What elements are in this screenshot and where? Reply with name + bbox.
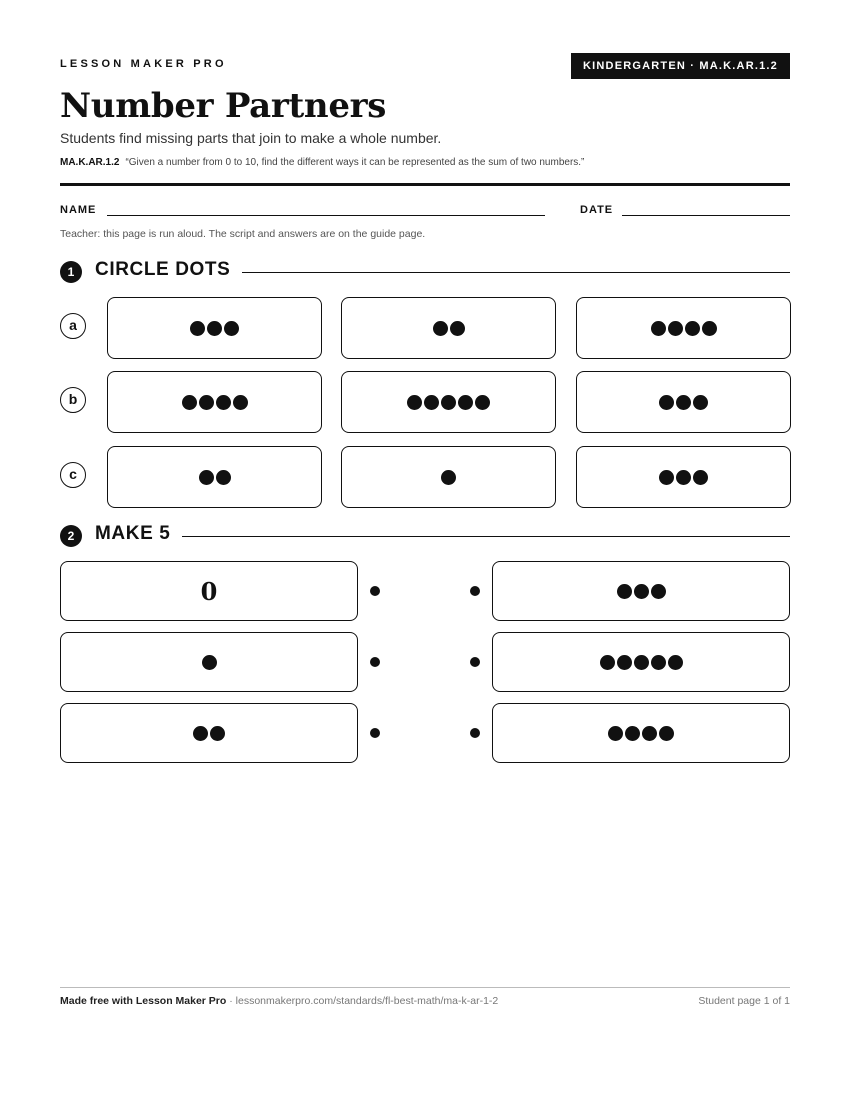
dot	[668, 321, 683, 336]
row-label-a: a	[60, 313, 86, 339]
dot	[441, 470, 456, 485]
dot-set-box[interactable]	[107, 297, 322, 359]
dot-set-box[interactable]	[576, 446, 791, 508]
dot	[685, 321, 700, 336]
section-title: CIRCLE DOTS	[95, 259, 242, 281]
dot	[233, 395, 248, 410]
dot	[216, 470, 231, 485]
dot	[608, 726, 623, 741]
footer-separator: ·	[226, 995, 236, 1007]
left-match-card[interactable]	[60, 561, 358, 621]
name-label: NAME	[60, 204, 97, 216]
dot	[224, 321, 239, 336]
dot	[475, 395, 490, 410]
standard-text: “Given a number from 0 to 10, find the different ways it can be represented as the sum of two numbers.”	[125, 157, 585, 168]
dot-set-box[interactable]	[576, 371, 791, 433]
dot	[625, 726, 640, 741]
row-label-c: c	[60, 462, 86, 488]
dot	[193, 726, 208, 741]
dot	[441, 395, 456, 410]
dot	[668, 655, 683, 670]
brand-name: LESSON MAKER PRO	[60, 58, 227, 70]
dot	[199, 395, 214, 410]
footer-divider	[60, 987, 790, 988]
dot	[433, 321, 448, 336]
section-number-badge: 1	[60, 261, 82, 283]
left-connector-dot[interactable]	[370, 586, 380, 596]
section-number-badge: 2	[60, 525, 82, 547]
right-match-card[interactable]	[492, 561, 790, 621]
dot	[659, 726, 674, 741]
dot	[651, 655, 666, 670]
dot	[702, 321, 717, 336]
dot-set-box[interactable]	[107, 446, 322, 508]
dot	[207, 321, 222, 336]
dot	[659, 395, 674, 410]
dot	[458, 395, 473, 410]
dot	[216, 395, 231, 410]
dot	[651, 321, 666, 336]
dot	[600, 655, 615, 670]
name-write-line[interactable]	[107, 215, 545, 216]
grade-standard-badge: KINDERGARTEN · MA.K.AR.1.2	[571, 53, 790, 79]
worksheet-page	[60, 0, 790, 1100]
left-connector-dot[interactable]	[370, 657, 380, 667]
right-match-card[interactable]	[492, 632, 790, 692]
dot	[693, 395, 708, 410]
footer-url[interactable]: lessonmakerpro.com/standards/fl-best-math/ma-k-ar-1-2	[235, 995, 499, 1007]
footer-page-number: Student page 1 of 1	[698, 995, 790, 1007]
dot	[450, 321, 465, 336]
footer-made-with: Made free with Lesson Maker Pro	[60, 995, 227, 1007]
section-rule	[230, 272, 790, 273]
dot-set-box[interactable]	[107, 371, 322, 433]
dot	[210, 726, 225, 741]
dot	[182, 395, 197, 410]
page-title: Number Partners	[60, 86, 387, 126]
left-match-card[interactable]	[60, 703, 358, 763]
date-label: DATE	[580, 204, 614, 216]
section-rule	[175, 536, 790, 537]
dot	[424, 395, 439, 410]
numeral: 0	[200, 576, 218, 606]
dot-set-box[interactable]	[341, 446, 556, 508]
dot	[617, 655, 632, 670]
standard-code: MA.K.AR.1.2	[60, 157, 120, 168]
teacher-note: Teacher: this page is run aloud. The script and answers are on the guide page.	[60, 228, 426, 240]
right-connector-dot[interactable]	[470, 728, 480, 738]
header-divider	[60, 183, 790, 186]
right-connector-dot[interactable]	[470, 586, 480, 596]
right-connector-dot[interactable]	[470, 657, 480, 667]
dot	[617, 584, 632, 599]
section-circle-dots-header	[60, 259, 790, 283]
dot-set-box[interactable]	[341, 297, 556, 359]
dot	[642, 726, 657, 741]
footer-credit	[60, 995, 498, 1007]
section-make-five-header	[60, 523, 790, 547]
dot	[634, 655, 649, 670]
dot	[676, 470, 691, 485]
right-match-card[interactable]	[492, 703, 790, 763]
left-connector-dot[interactable]	[370, 728, 380, 738]
left-match-card[interactable]	[60, 632, 358, 692]
dot-set-box[interactable]	[576, 297, 791, 359]
dot	[190, 321, 205, 336]
section-title: MAKE 5	[95, 523, 182, 545]
row-label-b: b	[60, 387, 86, 413]
dot	[659, 470, 674, 485]
dot	[693, 470, 708, 485]
dot	[651, 584, 666, 599]
dot	[676, 395, 691, 410]
standard-statement	[60, 157, 584, 168]
dot-set-box[interactable]	[341, 371, 556, 433]
dot	[202, 655, 217, 670]
dot	[634, 584, 649, 599]
date-write-line[interactable]	[622, 215, 790, 216]
page-subtitle: Students find missing parts that join to make a whole number.	[60, 130, 442, 146]
dot	[199, 470, 214, 485]
dot	[407, 395, 422, 410]
